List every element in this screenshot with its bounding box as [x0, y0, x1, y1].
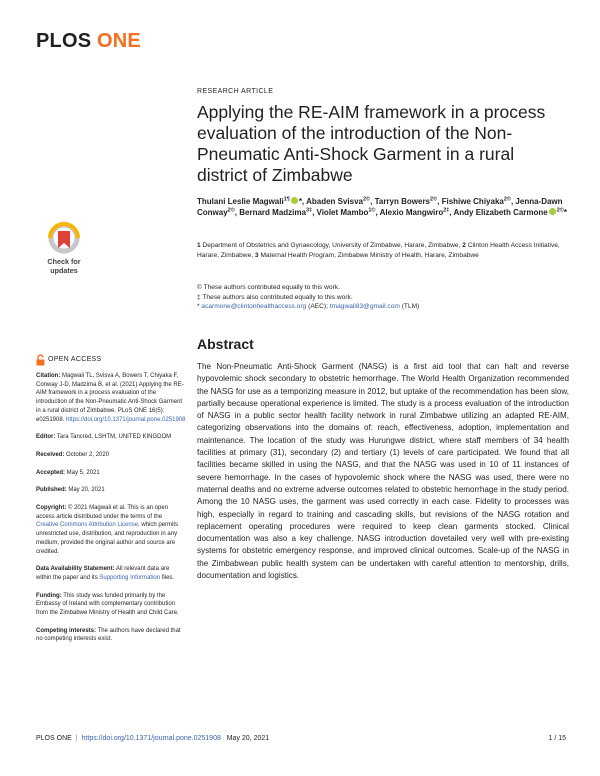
author-name: Alexio Mangwiro	[379, 208, 444, 217]
citation-block	[36, 372, 186, 424]
footer-journal: PLOS ONE	[36, 735, 72, 742]
author-name: Abaden Svisva	[306, 197, 363, 206]
open-lock-icon	[36, 354, 45, 366]
author[interactable]	[454, 208, 568, 217]
author-affil-mark: 2©	[227, 207, 235, 214]
author-sep: *	[563, 208, 567, 217]
footer-separator: |	[75, 735, 78, 742]
funding-label: Funding:	[36, 592, 62, 599]
footer-date: May 20, 2021	[226, 735, 270, 742]
journal-logo[interactable]	[36, 30, 141, 53]
orcid-icon[interactable]	[549, 208, 556, 215]
author-sep: ,	[510, 197, 516, 206]
author-name: Fishiwe Chiyaka	[441, 197, 504, 206]
published-block	[36, 486, 186, 495]
author-affil-mark: 2©	[503, 196, 511, 203]
author-name: Bernard Madzima	[239, 208, 306, 217]
supporting-info-link[interactable]: Supporting Information	[99, 574, 161, 581]
abstract-heading: Abstract	[197, 336, 254, 352]
data-availability-text: All relevant data are within the paper and its	[36, 566, 170, 581]
author[interactable]	[317, 208, 380, 217]
author-list	[197, 196, 567, 218]
affiliation-text: Department of Obstetrics and Gynaecology, University of Zimbabwe, Harare, Zimbabwe,	[202, 242, 461, 249]
author[interactable]	[239, 208, 316, 217]
funding-text: This study was funded primarily by the Embassy of Ireland with complementary contribution from the Zimbabwe Ministry of Health and Child Care.	[36, 592, 179, 617]
orcid-icon[interactable]	[291, 197, 298, 204]
affiliations	[197, 241, 572, 260]
lock-body	[37, 360, 45, 366]
author-affil-mark: 2‡	[443, 207, 450, 214]
email-link-2[interactable]: tmagwali83@gmail.com	[329, 303, 400, 310]
author-affil-mark: 2©	[430, 196, 438, 203]
abstract-text: The Non-Pneumatic Anti-Shock Garment (NASG) is a first aid tool that can halt and reverse hypovolemic shock secondary to obstetric hemorrhage. The World Health Organization recommended the NASG for use as a temporizing measure in 2012, but uptake of the recommendation has been slow, partially because operational experience is limited. The study is a process evaluation of the introduction of NASG in a public sector health facility network in rural Zimbabwe utilizing an adapted RE-AIM, categorizing observations into the domains of: reach, effectiveness, adoption, implementation and maintenance. The location of the study was Hurungwe district, where staff members of 34 health facilities at primary (31), secondary (2) and tertiary (1) levels of care participated. We found that all facilities became skilled in using the NASG, and that the NASG was used in 10 of 11 instances of severe hemorrhage. In the cases of hypovolemic shock where the NASG was used, there were no maternal deaths and no extreme adverse outcomes related to obstetric hemorrhage in the study period. Among the 10 NASG uses, the garment was used correctly in each case. Fidelity to processes was high, especially in regard to training and cascading skills, but revisions of the NASG rotation and replacement operating procedures were required to keep clean garments stocked. Clinical documentation was also a key challenge. NASG introduction dovetailed very well with pre-existing systems for obstetric emergency response, and improved clinical outcomes. Scale-up of the NASG in the Zimbabwean public health system can be undertaken with careful attention to mentorship, drills, documentation and logistics.	[197, 362, 569, 581]
editor-text: Tara Tancred, LSHTM, UNITED KINGDOM	[55, 434, 172, 441]
copyright-text: © 2021 Magwali et al. This is an open access article distributed under the terms of the	[36, 505, 169, 520]
footer-left	[36, 735, 269, 742]
author[interactable]	[197, 197, 306, 206]
author-sep: ,	[370, 197, 375, 206]
page-number: 1 / 15	[548, 735, 566, 742]
author-affil-mark: 1¶	[283, 196, 290, 203]
accepted-block	[36, 469, 186, 478]
author-affil-mark: 1©	[368, 207, 376, 214]
received-label: Received:	[36, 451, 65, 458]
open-access-label: OPEN ACCESS	[48, 355, 102, 363]
author-sep: ,	[234, 208, 240, 217]
competing-interests-label: Competing interests:	[36, 627, 97, 634]
author[interactable]	[306, 197, 375, 206]
lock-shackle	[38, 355, 43, 360]
copyright-text: , which permits unrestricted use, distribution, and reproduction in any medium, provided the original author and source are credited.	[36, 522, 179, 555]
article-type: RESEARCH ARTICLE	[197, 88, 274, 95]
author-affil-mark: 2©	[363, 196, 371, 203]
author-notes	[197, 283, 572, 312]
license-link[interactable]: Creative Commons Attribution License	[36, 522, 139, 529]
author-name: Jenna-Dawn Conway	[197, 197, 563, 217]
author-name: Thulani Leslie Magwali	[197, 197, 284, 206]
journal-name-plos: PLOS	[36, 30, 92, 52]
email-link-1[interactable]: acarmone@clintonhealthaccess.org	[201, 303, 307, 310]
funding-block	[36, 592, 186, 618]
badge-line-2: updates	[50, 265, 78, 275]
received-block	[36, 451, 186, 460]
footer-doi-link[interactable]: https://doi.org/10.1371/journal.pone.0251908	[81, 735, 221, 742]
affiliation-text: Maternal Health Program, Zimbabwe Ministry of Health, Harare, Zimbabwe	[260, 251, 479, 259]
email-tag: (TLM)	[399, 303, 420, 310]
author-name: Violet Mambo	[316, 208, 369, 217]
published-date: May 20, 2021	[66, 487, 105, 494]
author-name: Andy Elizabeth Carmone	[453, 208, 548, 217]
check-for-updates-label[interactable]	[36, 258, 92, 275]
badge-line-1: Check for	[47, 257, 81, 266]
editor-label: Editor:	[36, 434, 56, 441]
affiliation-number: 3	[254, 251, 259, 259]
contribution-note-2: ‡ These authors also contributed equally to this work.	[197, 293, 353, 301]
author-affil-mark: 3‡	[305, 207, 313, 214]
editor-block	[36, 433, 186, 442]
author-name: Tarryn Bowers	[374, 197, 431, 206]
citation-text: Magwali TL, Svisva A, Bowers T, Chiyaka F, Conway J-D, Madzima B, et al. (2021) Applying the RE-AIM framework in a process evaluation of the introduction of the Non-Pneumatic Anti-Shock Garment in a rural district of Zimbabwe. PLoS ONE 16(5): e0251908.	[36, 373, 184, 423]
author-sep: ,	[449, 208, 454, 217]
author-sep: *,	[298, 197, 307, 206]
published-label: Published:	[36, 487, 67, 494]
email-prefix: *	[197, 303, 202, 310]
citation-label: Citation:	[36, 373, 61, 379]
article-info-sidebar	[36, 354, 186, 653]
copyright-label: Copyright:	[36, 505, 67, 512]
correspondence	[197, 302, 572, 312]
email-tag: (AEC);	[306, 303, 330, 310]
accepted-label: Accepted:	[36, 469, 66, 476]
author[interactable]	[375, 197, 442, 206]
data-availability-label: Data Availability Statement:	[36, 566, 115, 573]
article-title: Applying the RE-AIM framework in a process evaluation of the introduction of the Non-Pneumatic Anti-Shock Garment in a rural district of Zimbabwe	[197, 102, 546, 185]
data-availability-text: files.	[160, 574, 175, 581]
author[interactable]	[380, 208, 454, 217]
author-affil-mark: 2©	[556, 207, 564, 214]
badge-bookmark	[58, 231, 70, 248]
received-date: October 2, 2020	[64, 451, 110, 458]
author-sep: ,	[437, 197, 442, 206]
competing-interests-block	[36, 627, 186, 644]
contribution-note-1: © These authors contributed equally to this work.	[197, 284, 340, 291]
copyright-block	[36, 504, 186, 556]
affiliation-text: Clinton Health Access Initiative, Harare, Zimbabwe,	[197, 242, 560, 259]
author[interactable]	[442, 197, 516, 206]
affiliation-number: 2	[462, 242, 466, 249]
author-sep: ,	[375, 208, 380, 217]
open-access-badge[interactable]	[36, 354, 186, 366]
journal-name-one: ONE	[97, 30, 141, 52]
affiliation-number: 1	[197, 242, 201, 249]
check-for-updates-icon[interactable]	[36, 222, 92, 288]
author-sep: ,	[312, 208, 317, 217]
data-availability-block	[36, 565, 186, 582]
competing-interests-text: The authors have declared that no competing interests exist.	[36, 627, 181, 643]
citation-doi-link[interactable]: https://doi.org/10.1371/journal.pone.0251908	[66, 416, 186, 423]
accepted-date: May 5, 2021	[65, 469, 100, 476]
